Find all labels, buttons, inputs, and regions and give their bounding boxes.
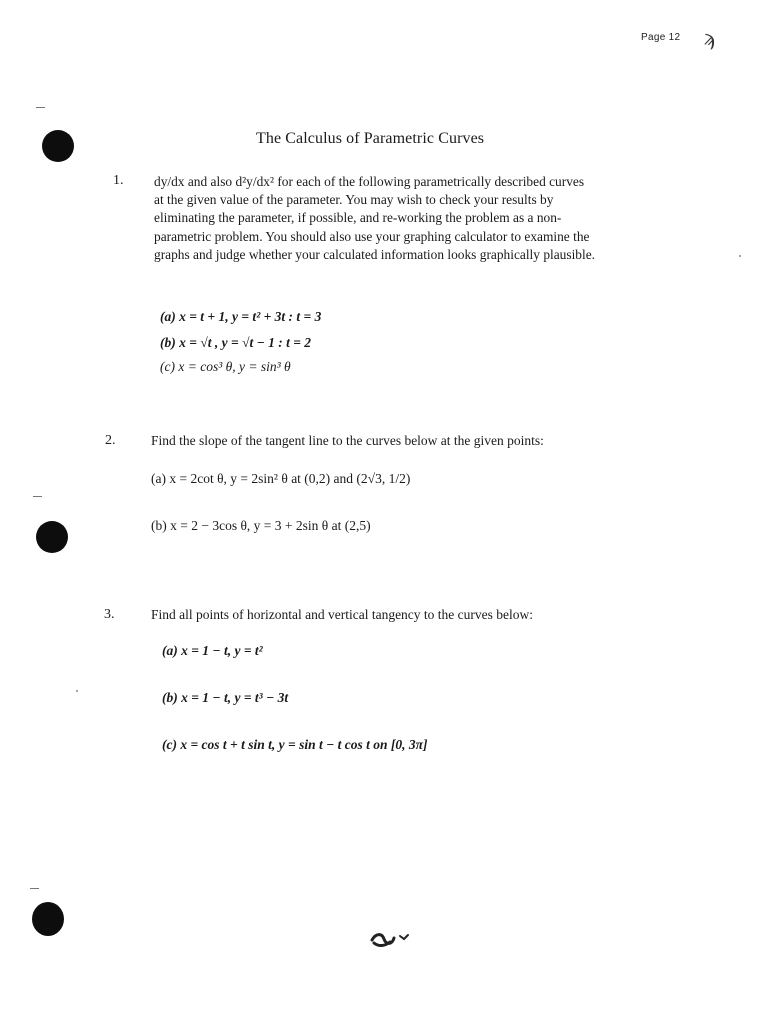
text-line: parametric problem. You should also use your graphing calculator to examine the [154, 228, 590, 244]
problem-number: 2. [105, 433, 116, 448]
problem-3-part-b: (b) x = 1 − t, y = t³ − 3t [162, 690, 289, 705]
scan-speck [739, 255, 741, 257]
problem-3-part-c: (c) x = cos t + t sin t, y = sin t − t cos t on [0, 3π] [162, 737, 428, 752]
problem-number: 1. [113, 173, 124, 188]
problem-number: 3. [104, 607, 115, 622]
binder-hole-top [42, 130, 74, 162]
page-number: Page 12 [641, 32, 681, 43]
problem-3-intro: Find all points of horizontal and vertical tangency to the curves below: [151, 607, 534, 622]
scan-mark [30, 888, 39, 889]
page-title: The Calculus of Parametric Curves [256, 130, 485, 147]
corner-handwritten-mark: ϡ [702, 25, 718, 51]
problem-1-part-a: (a) x = t + 1, y = t² + 3t : t = 3 [160, 309, 322, 324]
scan-mark [33, 496, 42, 497]
problem-1-part-c: (c) x = cos³ θ, y = sin³ θ [160, 359, 291, 374]
problem-2-intro: Find the slope of the tangent line to the curves below at the given points: [151, 433, 544, 448]
scan-speck [76, 690, 78, 692]
binder-hole-bottom [32, 902, 64, 936]
text-line: at the given value of the parameter. You may wish to check your results by [154, 192, 554, 208]
footer-scribble-mark [370, 930, 414, 950]
text-line: graphs and judge whether your calculated information looks graphically plausible. [154, 246, 596, 262]
problem-3-part-a: (a) x = 1 − t, y = t² [162, 643, 263, 658]
problem-2-part-a: (a) x = 2cot θ, y = 2sin² θ at (0,2) and (2√3, 1/2) [151, 471, 411, 486]
text-line: eliminating the parameter, if possible, and re-working the problem as a non- [154, 210, 562, 226]
problem-2-part-b: (b) x = 2 − 3cos θ, y = 3 + 2sin θ at (2,5) [151, 518, 371, 533]
binder-hole-middle [36, 521, 68, 553]
text-line: dy/dx and also d²y/dx² for each of the following parametrically described curves [154, 174, 585, 189]
scan-mark [36, 107, 45, 108]
problem-1-part-b: (b) x = √t , y = √t − 1 : t = 2 [160, 335, 312, 350]
problem-1-text [154, 173, 669, 264]
